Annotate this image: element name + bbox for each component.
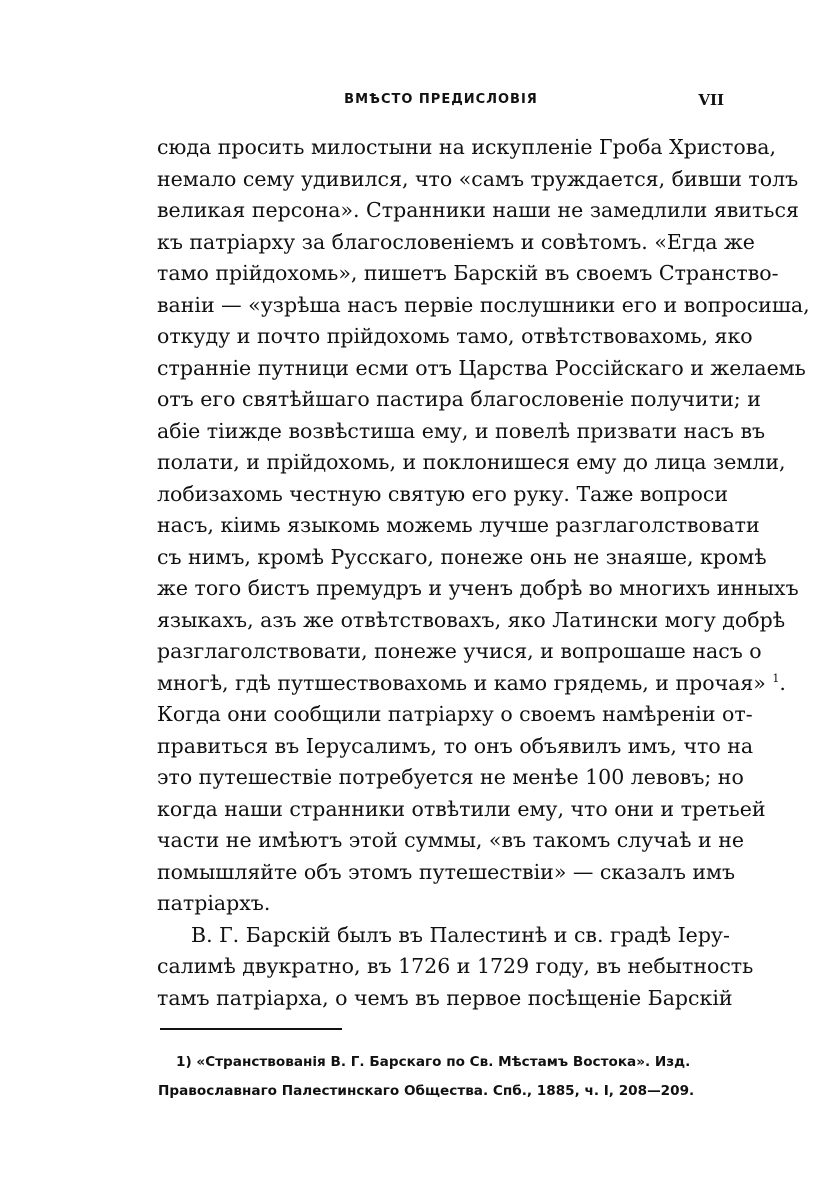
- text-line: великая персона». Странники наши не замедлили явиться: [157, 198, 799, 222]
- footnote: [158, 1048, 724, 1106]
- body-text: [157, 132, 810, 1014]
- text-line: съ нимъ, кромѣ Русскаго, понеже онь не знаяше, кромѣ: [157, 544, 767, 569]
- text-line: языкахъ, азъ же отвѣтствовахъ, яко Латински могу добрѣ: [157, 607, 786, 632]
- footnote-marker: 1): [176, 1054, 192, 1070]
- text-line: помышляйте объ этомъ путешествіи» — сказалъ имъ: [157, 859, 736, 884]
- text-line: лобизахомь честную святую его руку. Таже вопроси: [157, 481, 728, 506]
- text-line: отъ его святѣйшаго пастира благословеніе получити; и: [157, 387, 761, 411]
- text-line: разглаголствовати, понеже учися, и вопрошаше насъ о: [157, 639, 762, 663]
- text-line: страннiе путници есми отъ Царства Россійскаго и желаемь: [157, 355, 806, 380]
- footnote-divider: [160, 1028, 342, 1030]
- running-title: ВМѢСТО ПРЕДИСЛОВІЯ: [344, 92, 538, 107]
- text-line-with-footnote: многѣ, гдѣ путшествовахомь и камо грядемь, и прочая» $^1$.: [157, 670, 786, 695]
- paragraph-start-line: В. Г. Барскій былъ въ Палестинѣ и св. градѣ Іеру-: [191, 922, 730, 947]
- text-line: сюда просить милостыни на искупленіе Гроба Христова,: [157, 135, 776, 159]
- text-line: къ патріарху за благословеніемъ и совѣтомъ. «Егда же: [157, 229, 755, 254]
- text-line: абіе тіижде возвѣстиша ему, и повелѣ призвати насъ въ: [157, 418, 766, 443]
- footnote-line: [158, 1048, 724, 1077]
- text-line: Когда они сообщили патріарху о своемъ намѣреніи от-: [157, 702, 753, 726]
- text-line: правиться въ Іерусалимъ, то онъ объявилъ имъ, что на: [157, 733, 754, 758]
- text-line: патріархъ.: [157, 891, 271, 915]
- footnote-line: Православнаго Палестинскаго Общества. Спб., 1885, ч. I, 208—209.: [158, 1083, 695, 1099]
- text-line: же того бистъ премудръ и ученъ добрѣ во многихъ инныхъ: [157, 576, 799, 600]
- text-line: немало сему удивился, что «самъ труждается, бивши толъ: [157, 166, 799, 191]
- text-line: откуду и почто прійдохомь тамо, отвѣтствовахомь, яко: [157, 324, 753, 348]
- footnote-reference: 1: [772, 671, 780, 685]
- text-line: многѣ, гдѣ путшествовахомь и камо грядемь, и прочая»: [157, 670, 766, 695]
- page-number: VII: [698, 91, 724, 109]
- text-line: салимѣ двукратно, въ 1726 и 1729 году, въ небытность: [157, 954, 754, 978]
- text-line: насъ, кіимь языкомь можемь лучше разглаголствовати: [157, 513, 760, 537]
- page-header: [158, 92, 724, 114]
- text-line: это путешествіе потребуется не менѣе 100 левовъ; но: [157, 765, 744, 789]
- text-line: ваніи — «узрѣша насъ первіе послушники его и вопросиша,: [157, 292, 810, 317]
- text-line: части не имѣютъ этой суммы, «въ такомъ случаѣ и не: [157, 828, 744, 852]
- text-line: полати, и прійдохомь, и поклонишеся ему до лица земли,: [157, 450, 786, 474]
- text-line: когда наши странники отвѣтили ему, что они и третьей: [157, 796, 766, 821]
- footnote-text: «Странствованія В. Г. Барскаго по Св. Мѣстамъ Востока». Изд.: [196, 1054, 691, 1070]
- text-line: тамо прійдохомь», пишетъ Барскій въ своемъ Странство-: [157, 261, 779, 285]
- text-line: тамъ патріарха, о чемъ въ первое посѣщеніе Барскій: [157, 985, 733, 1010]
